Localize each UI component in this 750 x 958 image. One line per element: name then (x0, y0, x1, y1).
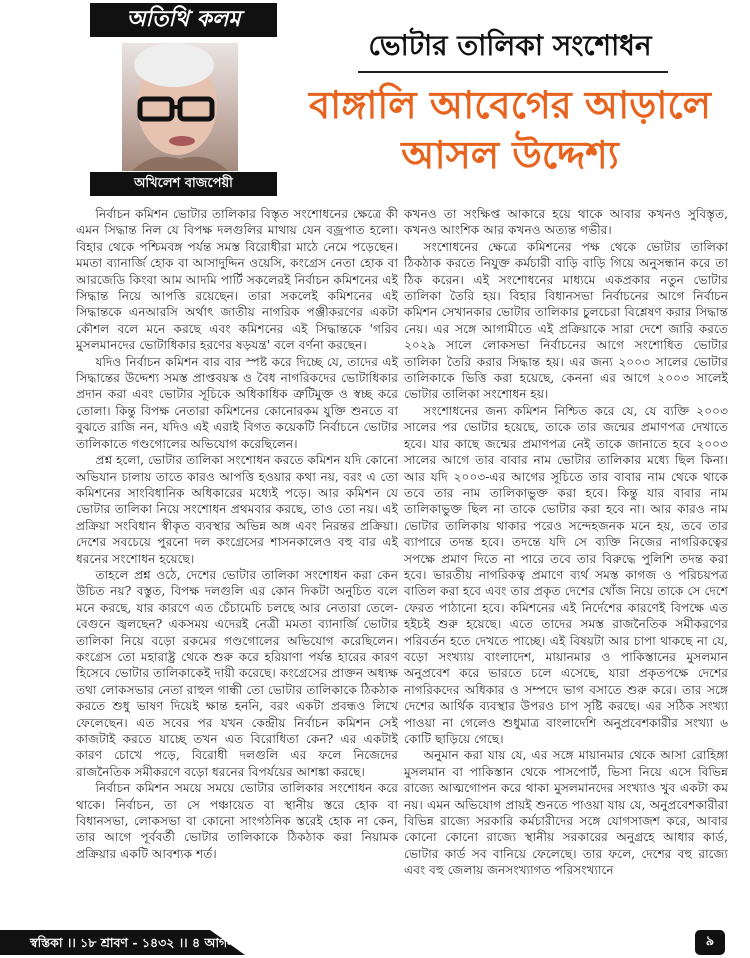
headline: বাঙ্গালি আবেগের আড়ালে আসল উদ্দেশ্য (309, 82, 711, 177)
article-column-right (404, 206, 728, 879)
paragraph: অনুমান করা যায় যে, এর সঙ্গে মায়ানমার থেকে আসা রোহিঙ্গা মুসলমান বা পাকিস্তান থেকে পাসপোর্ট, ভিসা নিয়ে এসে বিভিন্ন রাজ্যে আত্মগোপন করে থাকা মুসলমানদের সংখ্যাও খুব একটা কম নয়। এমন অভিযোগ প্রায়ই শুনতে পাওয়া যায় যে, অনুপ্রবেশকারীরা বিভিন্ন রাজ্যে সরকারি কর্মচারীদের সঙ্গে যোগসাজশ করে, আবার কোনো কোনো রাজ্যে স্থানীয় সরকারের অনুগ্রহে আধার কার্ড, ভোটার কার্ড সব বানিয়ে ফেলেছে। তার ফলে, দেশের বহু রাজ্যে এবং বহু জেলায় জনসংখ্যাগত পরিসংখ্যানে (404, 748, 728, 878)
footer-publication-date: স্বস্তিকা ।। ১৮ শ্রাবণ - ১৪৩২ ।। ৪ আগস্ট - ২০২৫ (30, 935, 285, 950)
paragraph: নির্বাচন কমিশন সময়ে সময়ে ভোটার তালিকার সংশোধন করে থাকে। নির্বাচন, তা সে পঞ্চায়েত বা স্থানীয় স্তরে হোক বা বিধানসভা, লোকসভা বা কোনো সাংগঠনিক স্তরেই হোক না কেন, তার আগে পূর্ববর্তী ভোটার তালিকাকে ঠিকঠাক করা নিয়ামক প্রক্রিয়ার একটি আবশ্যক শর্ত। (76, 781, 398, 861)
author-photo (122, 43, 238, 171)
paragraph: প্রশ্ন হলো, ভোটার তালিকা সংশোধন করতে কমিশন যদি কোনো অভিযান চালায় তাতে কারও আপত্তি হওয়ার কথা নয়, বরং এ তো কমিশনের সাংবিধানিক অধিকারের মধ্যেই পড়ে। আর কমিশন যে ভোটার তালিকা নিয়ে সংশোধন প্রথমবার করছে, তাও তো নয়। এই প্রক্রিয়া সংবিধান স্বীকৃত ব্যবস্থার অভিন্ন অঙ্গ এবং নিরন্তর প্রক্রিয়া। দেশের সবচেয়ে পুরনো দল কংগ্রেসের শাসনকালেও বহু বার এই ধরনের সংশোধন হয়েছে। (76, 453, 399, 566)
author-portrait-icon (122, 43, 238, 171)
paragraph: তাহলে প্রশ্ন ওঠে, দেশের ভোটার তালিকা সংশোধন করা কেন উচিত নয়? বস্তুত, বিপক্ষ দলগুলি এর কোন দিকটা অনুচিত বলে মনে করছে, যার কারণে এত চেঁচামেচি চলছে আর নেতারা তেলে-বেগুনে জ্বলছেন? একসময় এদেরই নেত্রী মমতা ব্যানার্জি ভোটার তালিকা নিয়ে বড়ো রকমের গণ্ডগোলের অভিযোগ করেছিলেন। কংগ্রেস তো মহারাষ্ট্র থেকে শুরু করে হরিয়াণা পর্যন্ত হারের কারণ হিসেবে ভোটার তালিকাকেই দায়ী করেছে। কংগ্রেসের প্রাক্তন অধ্যক্ষ তথা লোকসভার নেতা রাহুল গান্ধী তো ভোটার তালিকাকে ঠিকঠাক করতে শুধু ভাষণ দিয়েই ক্ষান্ত হননি, বরং একটা প্রবন্ধও লিখে ফেলেছেন। এত সবের পর যখন কেন্দ্রীয় নির্বাচন কমিশন সেই কাজটাই করতে যাচ্ছে তখন এত বিরোধিতা কেন? এর একটাই কারণ চোখে পড়ে, বিরোধী দলগুলি এর ফলে নিজেদের রাজনৈতিক সমীকরণে বড়ো ধরনের বিপর্যয়ের আশঙ্কা করছে। (76, 567, 398, 779)
paragraph: সংশোধনের ক্ষেত্রে কমিশনের পক্ষ থেকে ভোটার তালিকা ঠিকঠাক করতে নিযুক্ত কর্মচারী বাড়ি বাড়ি গিয়ে অনুসন্ধান করে তা ঠিক করেন। এই সংশোধনের মাধ্যমে একপ্রকার নতুন ভোটার তালিকা তৈরি হয়। বিহার বিধানসভা নির্বাচনের আগে নির্বাচন কমিশন সেখানকার ভোটার তালিকার চুলচেরা বিশ্লেষণ করার সিদ্ধান্ত নেয়। এর সঙ্গে আগামীতে এই প্রক্রিয়াকে সারা দেশে জারি করতে ২০২৯ সালে লোকসভা নির্বাচনের আগে সংশোধিত ভোটার তালিকা তৈরি করার সিদ্ধান্ত হয়। এর জন্য ২০০৩ সালের ভোটার তালিকাকে ভিত্তি করা হয়েছে, কেননা এর আগে ২০০৩ সালেই ভোটার তালিকা সংশোধন হয়। (404, 239, 728, 402)
page-number: ৯ (695, 930, 725, 955)
kicker-title: ভোটার তালিকা সংশোধন (368, 29, 652, 62)
paragraph: নির্বাচন কমিশন ভোটার তালিকার বিস্তৃত সংশোধনের ক্ষেত্রে কী এমন সিদ্ধান্ত নিল যে বিপক্ষ দলগুলির মাথায় যেন বজ্রপাত হলো। বিহার থেকে পশ্চিমবঙ্গ পর্যন্ত সমস্ত বিরোধীরা মাঠে নেমে পড়েছেন। মমতা ব্যানার্জি হোক বা আসাদুদ্দিন ওয়েসি, কংগ্রেস নেতা হোক বা আরজেডি কিংবা আম আদমি পার্টি সকলেরই নির্বাচন কমিশনের এই সিদ্ধান্ত নিয়ে আপত্তি রয়েছেন। তারা সকলেই কমিশনের এই সিদ্ধান্তকে এনআরসি অর্থাৎ জাতীয় নাগরিক পঞ্জীকরণের একটা কৌশল বলে মনে করছে এবং কমিশনের এই সিদ্ধান্তকে 'গরিব মুসলমানদের ভোটাধিকার হরণের ষড়যন্ত্র' বলে বর্ণনা করছেন। (76, 207, 398, 353)
author-name: অখিলেশ বাজপেয়ী (90, 172, 277, 196)
title-divider (358, 71, 668, 73)
paragraph: যদিও নির্বাচন কমিশন বার বার স্পষ্ট করে দিচ্ছে যে, তাদের এই সিদ্ধান্তের উদ্দেশ্য সমস্ত প্রাপ্তবয়স্ক ও বৈধ নাগরিকদের ভোটাধিকার প্রদান করা এবং ভোটার সূচিকে অধিকাধিক ত্রুটিমুক্ত ও স্বচ্ছ করে তোলা। কিন্তু বিপক্ষ নেতারা কমিশনের কোনোরকম যুক্তি শুনতে বা বুঝতে রাজি নন, যদিও এই এরাই বিগত কয়েকটি নির্বাচনে ভোটার তালিকাতে গণ্ডগোলের অভিযোগ করেছিলেন। (76, 354, 398, 451)
paragraph-continued: কখনও তা সংক্ষিপ্ত আকারে হয়ে থাকে আবার কখনও সুবিস্তৃত, কখনও আংশিক আর কখনও অত্যন্ত গভীর। (404, 207, 728, 238)
column-label: অতিথি কলম (90, 3, 277, 37)
article-column-left (76, 206, 398, 862)
paragraph: সংশোধনের জন্য কমিশন নিশ্চিত করে যে, যে ব্যক্তি ২০০৩ সালের পর ভোটার হয়েছে, তাকে তার জন্মের প্রমাণপত্র দেখাতে হবে। যার কাছে জন্মের প্রমাণপত্র নেই তাকে জানাতে হবে ২০০৩ সালের আগে তার বাবার নাম ভোটার তালিকার মধ্যে ছিল কিনা। আর যদি ২০০৩-এর আগের সূচিতে তার বাবার নাম থেকে থাকে তবে তার নাম তালিকাভুক্ত করা হবে। কিন্তু যার বাবার নাম তালিকাভুক্ত ছিল না তাকে ভোটার করা হবে না। আর কারও নাম ভোটার তালিকায় থাকার পরেও সন্দেহজনক মনে হয়, তবে তার ব্যাপারে তদন্ত হবে। তদন্তে যদি সে ব্যক্তি নিজের নাগরিকত্বের সপক্ষে প্রমাণ দিতে না পারে তবে তার বিরুদ্ধে পুলিশি তদন্ত করা হবে। ভারতীয় নাগরিকত্ব প্রমাণে ব্যর্থ সমস্ত কাগজ ও পরিচয়পত্র বাতিল করা হবে এবং তার প্রকৃত দেশের খোঁজ নিয়ে তাকে সে দেশে ফেরত পাঠানো হবে। কমিশনের এই নির্দেশের কারণেই বিপক্ষে এত হইচই শুরু হয়েছে। এতে তাদের সমস্ত রাজনৈতিক সমীকরণের পরিবর্তন হতে দেখতে পাচ্ছে। এই বিষয়টা আর চাপা থাকছে না যে, বড়ো সংখ্যায় বাংলাদেশ, মায়ানমার ও পাকিস্তানের মুসলমান অনুপ্রবেশ করে ভারতে চলে এসেছে, যারা প্রকৃতপক্ষে দেশের নাগরিকদের অধিকার ও সম্পদে ভাগ বসাতে শুরু করে। তার সঙ্গে দেশের আর্থিক ব্যবস্থার উপরও চাপ সৃষ্টি করছে। এর সঠিক সংখ্যা পাওয়া না গেলেও শুধুমাত্র বাংলাদেশি অনুপ্রবেশকারীর সংখ্যা ৬ কোটি ছাড়িয়ে গেছে। (404, 403, 728, 746)
